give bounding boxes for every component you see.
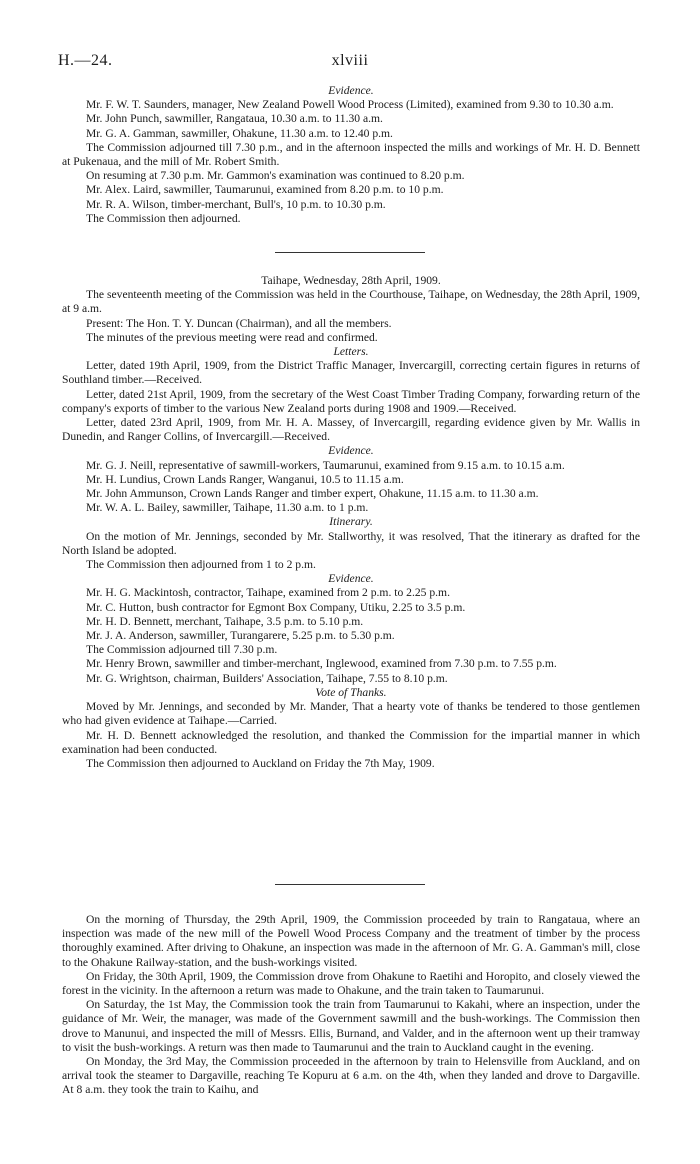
paragraph: The Commission then adjourned. <box>86 211 241 225</box>
paragraph: Mr. R. A. Wilson, timber-merchant, Bull's, 10 p.m. to 10.30 p.m. <box>86 197 386 211</box>
paragraph: On Monday, the 3rd May, the Commission proceeded in the afternoon by train to Helensville from Auckland, and on arrival took the steamer to Dargaville, reaching Te Kopuru at 6 a.m. on the 4th, when they landed and drove to Dargaville. At 8 a.m. they took the train to Kaihu, and <box>62 1055 640 1097</box>
paragraph: Mr. H. D. Bennett, merchant, Taihape, 3.5 p.m. to 5.10 p.m. <box>86 614 364 628</box>
paragraph: The Commission then adjourned from 1 to 2 p.m. <box>86 558 316 572</box>
paragraph: On Friday, the 30th April, 1909, the Commission drove from Ohakune to Raetihi and Horopito, and closely viewed the forest in the vicinity. In the afternoon a return was made to Ohakune, and the train taken to Taumarunui. <box>62 969 640 998</box>
paragraph: The Commission adjourned till 7.30 p.m., and in the afternoon inspected the mills and workings of Mr. H. D. Bennett at Pukenaua, and the mill of Mr. Robert Smith. <box>62 140 640 169</box>
letters-heading: Letters. <box>333 345 369 359</box>
paragraph: Mr. G. A. Gamman, sawmiller, Ohakune, 11.30 a.m. to 12.40 p.m. <box>86 126 393 140</box>
paragraph: The Commission then adjourned to Auckland on Friday the 7th May, 1909. <box>86 756 435 770</box>
paragraph: Present: The Hon. T. Y. Duncan (Chairman), and all the members. <box>86 316 392 330</box>
paragraph: Letter, dated 21st April, 1909, from the secretary of the West Coast Timber Trading Company, forwarding return of the company's exports of timber to the various New Zealand ports during 1908 and 1909.—Received. <box>62 387 640 415</box>
paragraph: Letter, dated 23rd April, 1909, from Mr. H. A. Massey, of Invercargill, regarding evidence given by Mr. Wallis in Dunedin, and Ranger Collins, of Invercargill.—Received. <box>62 416 640 444</box>
evidence-section-1 <box>62 84 640 226</box>
paragraph: The seventeenth meeting of the Commission was held in the Courthouse, Taihape, on Wednesday, the 28th April, 1909, at 9 a.m. <box>62 288 640 316</box>
evidence-heading: Evidence. <box>328 444 374 458</box>
paragraph: The Commission adjourned till 7.30 p.m. <box>86 643 278 657</box>
section-divider <box>275 252 425 253</box>
vote-of-thanks-heading: Vote of Thanks. <box>315 685 387 699</box>
section-heading: Evidence. <box>328 84 374 97</box>
paragraph: Letter, dated 19th April, 1909, from the District Traffic Manager, Invercargill, correcting certain figures in returns of Southland timber.—Received. <box>62 359 640 387</box>
inspection-narrative <box>62 913 640 1098</box>
paragraph: Mr. John Punch, sawmiller, Rangataua, 10.30 a.m. to 11.30 a.m. <box>86 112 383 126</box>
report-code: H.—24. <box>58 52 113 69</box>
section-divider <box>275 884 425 885</box>
paragraph: Mr. G. J. Neill, representative of sawmill-workers, Taumarunui, examined from 9.15 a.m. to 10.15 a.m. <box>86 458 565 472</box>
paragraph: On resuming at 7.30 p.m. Mr. Gammon's examination was continued to 8.20 p.m. <box>86 169 465 183</box>
paragraph: Mr. Alex. Laird, sawmiller, Taumarunui, examined from 8.20 p.m. to 10 p.m. <box>86 183 444 197</box>
paragraph: Mr. W. A. L. Bailey, sawmiller, Taihape, 11.30 a.m. to 1 p.m. <box>86 501 369 515</box>
paragraph: Mr. H. Lundius, Crown Lands Ranger, Wanganui, 10.5 to 11.15 a.m. <box>86 472 404 486</box>
paragraph: The minutes of the previous meeting were read and confirmed. <box>86 330 378 344</box>
paragraph: Mr. G. Wrightson, chairman, Builders' Association, Taihape, 7.55 to 8.10 p.m. <box>86 671 448 685</box>
paragraph: Mr. F. W. T. Saunders, manager, New Zealand Powell Wood Process (Limited), examined from 9.30 to 10.30 a.m. <box>86 98 614 112</box>
dateline: Taihape, Wednesday, 28th April, 1909. <box>261 274 441 287</box>
paragraph: On the morning of Thursday, the 29th April, 1909, the Commission proceeded by train to Rangataua, where an inspection was made of the new mill of the Powell Wood Process Company and the treatment of timber by the process thoroughly examined. After driving to Ohakune, an inspection was made in the afternoon of Mr. G. A. Gamman's mill, close to the Ohakune Railway-station, and the bush-workings visited. <box>62 913 640 969</box>
itinerary-heading: Itinerary. <box>329 515 373 529</box>
paragraph: On the motion of Mr. Jennings, seconded by Mr. Stallworthy, it was resolved, That the itinerary as drafted for the North Island be adopted. <box>62 529 640 557</box>
evidence-heading: Evidence. <box>328 572 374 586</box>
paragraph: Mr. H. G. Mackintosh, contractor, Taihape, examined from 2 p.m. to 2.25 p.m. <box>86 586 450 600</box>
paragraph: On Saturday, the 1st May, the Commission took the train from Taumarunui to Kakahi, where an inspection, under the guidance of Mr. Weir, the manager, was made of the Government sawmill and the bush-workings. The Commission then drove to Manunui, and inspected the mill of Messrs. Ellis, Burnand, and Valder, and in the afternoon went up their tramway to visit the bush-workings. A return was then made to Taumarunui and the train to Auckland caught in the evening. <box>62 998 640 1054</box>
paragraph: Moved by Mr. Jennings, and seconded by Mr. Mander, That a hearty vote of thanks be tendered to those gentlemen who had given evidence at Taihape.—Carried. <box>62 700 640 728</box>
page-header <box>58 54 642 76</box>
page-number: xlviii <box>331 52 369 69</box>
paragraph: Mr. H. D. Bennett acknowledged the resolution, and thanked the Commission for the impartial manner in which examination had been conducted. <box>62 728 640 756</box>
paragraph: Mr. Henry Brown, sawmiller and timber-merchant, Inglewood, examined from 7.30 p.m. to 7.55 p.m. <box>86 657 557 671</box>
paragraph: Mr. J. A. Anderson, sawmiller, Turangarere, 5.25 p.m. to 5.30 p.m. <box>86 629 395 643</box>
paragraph: Mr. John Ammunson, Crown Lands Ranger and timber expert, Ohakune, 11.15 a.m. to 11.30 a.m. <box>86 487 539 501</box>
paragraph: Mr. C. Hutton, bush contractor for Egmont Box Company, Utiku, 2.25 to 3.5 p.m. <box>86 600 466 614</box>
taihape-meeting-section <box>62 274 640 771</box>
